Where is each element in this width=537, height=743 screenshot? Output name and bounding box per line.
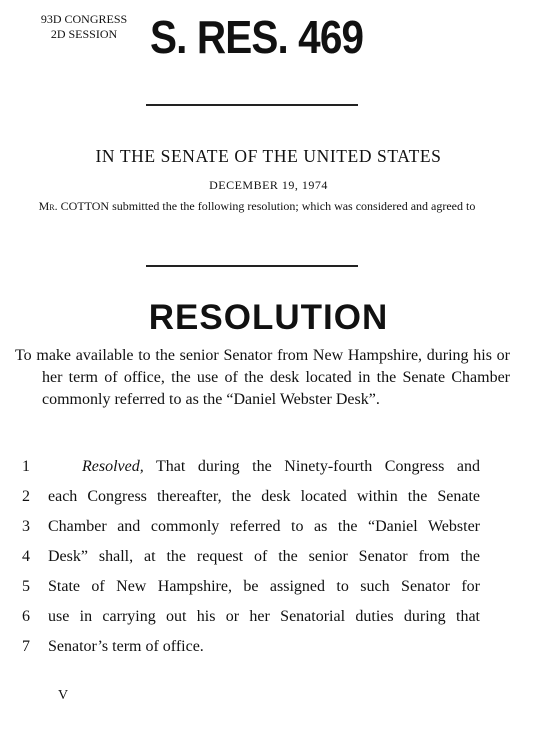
- body-line: [0, 548, 537, 572]
- line-number: 1: [22, 458, 30, 475]
- document-title: RESOLUTION: [148, 298, 389, 337]
- footer-mark: V: [58, 688, 69, 703]
- line-number: 3: [22, 518, 30, 535]
- body-line: [0, 608, 537, 632]
- line-text-content: That during the Ninety-fourth Congress and: [143, 458, 480, 475]
- line-number: 4: [22, 548, 30, 565]
- line-text: Desk” shall, at the request of the senior Senator from the: [48, 548, 480, 565]
- body-line: [0, 458, 537, 482]
- body-line: [0, 488, 537, 512]
- bill-number: S. RES. 469: [150, 11, 364, 63]
- resolved-word: Resolved,: [82, 458, 144, 475]
- line-number: 2: [22, 488, 30, 505]
- purpose-clause: To make available to the senior Senator from New Hampshire, during his or her term of office, the use of the desk located in the Senate Chamber commonly referred to as the “Daniel Webster Desk”.: [15, 347, 510, 408]
- body-line: [0, 578, 537, 602]
- line-text: use in carrying out his or her Senatorial duties during that: [48, 608, 480, 625]
- submission-text: submitted the the following resolution; which was considered and agreed to: [109, 199, 476, 213]
- resolution-date: DECEMBER 19, 1974: [209, 178, 328, 192]
- congress-number: 93D CONGRESS: [40, 12, 128, 26]
- body-line: [0, 518, 537, 542]
- line-text: Senator’s term of office.: [48, 638, 204, 655]
- submission-note: [7, 199, 507, 214]
- line-number: 5: [22, 578, 30, 595]
- chamber-heading: IN THE SENATE OF THE UNITED STATES: [95, 146, 442, 166]
- line-number: 7: [22, 638, 30, 655]
- congress-session-label: [24, 12, 144, 42]
- line-text: [82, 458, 480, 476]
- line-number: 6: [22, 608, 30, 625]
- title-divider: [146, 265, 358, 267]
- line-text: State of New Hampshire, be assigned to such Senator for: [48, 578, 480, 595]
- line-text: Chamber and commonly referred to as the “Daniel Webster: [48, 518, 480, 535]
- body-line: [0, 638, 537, 662]
- session-number: 2D SESSION: [50, 27, 118, 41]
- line-text: each Congress thereafter, the desk located within the Senate: [48, 488, 480, 505]
- sponsor-name: Mr. COTTON: [38, 199, 110, 213]
- header-divider: [146, 104, 358, 106]
